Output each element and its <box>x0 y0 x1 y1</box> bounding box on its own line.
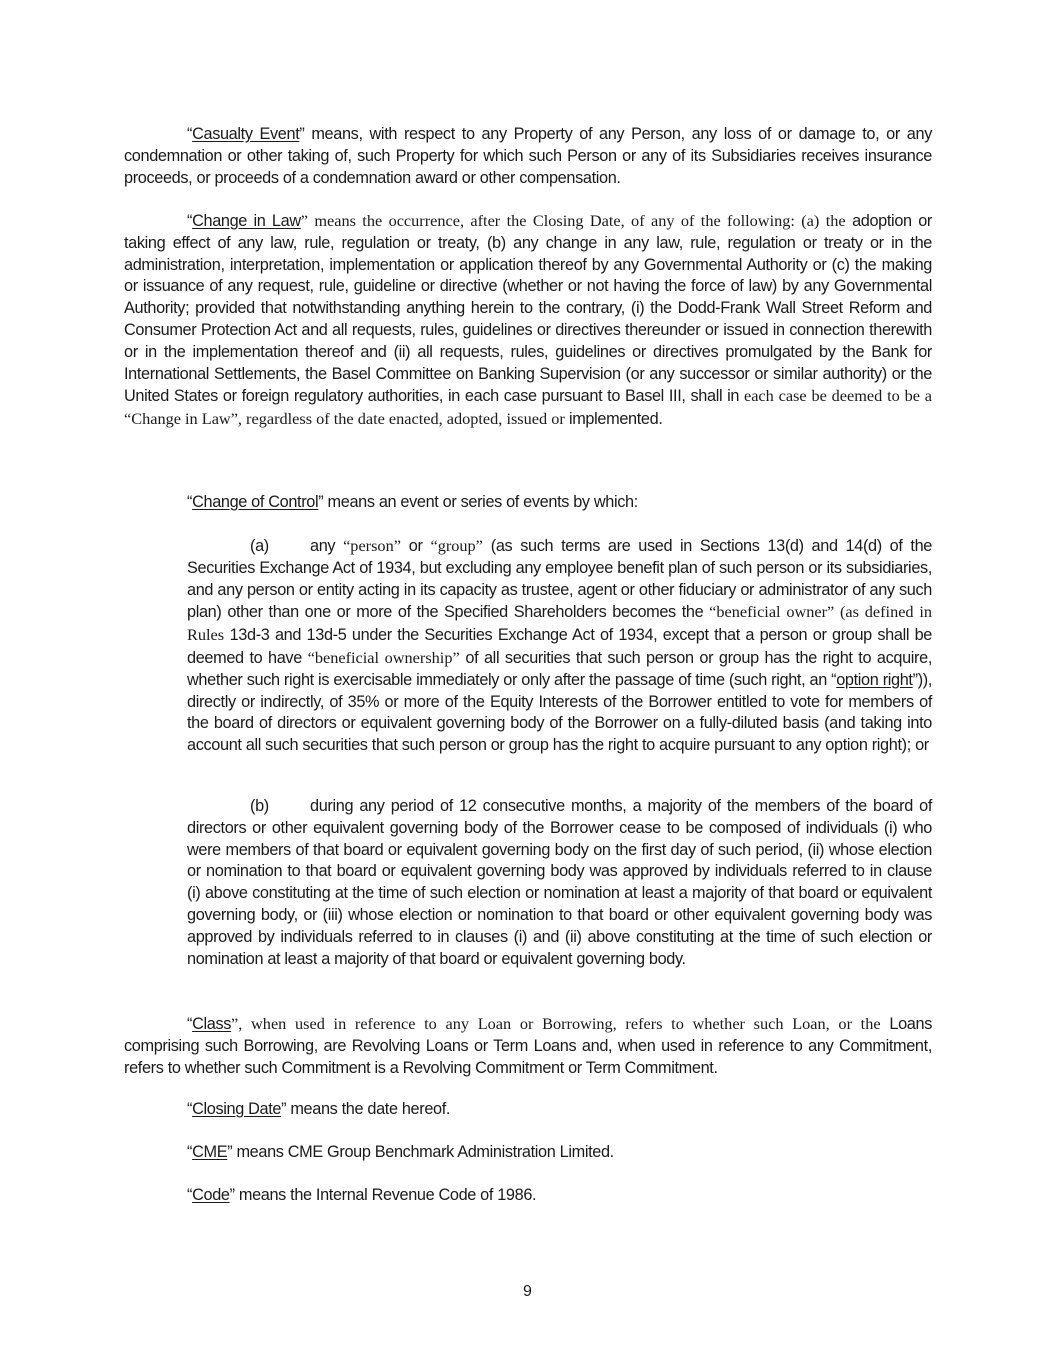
definition-text: each case be deemed to be a “Change in Law”, regardless of the date enacted, adopted, issued or <box>124 386 932 429</box>
clause-text: “beneficial ownership” <box>307 647 460 667</box>
clause-text: any <box>310 537 344 555</box>
open-quote: “ <box>187 1015 193 1033</box>
defined-term: Closing Date <box>192 1100 282 1118</box>
clause-text: “group” <box>430 536 483 555</box>
definition-text: ” means CME Group Benchmark Administration Limited. <box>227 1143 614 1161</box>
definition-class <box>124 1013 932 1079</box>
definition-code <box>124 1185 932 1207</box>
open-quote: “ <box>187 1186 193 1204</box>
definition-text: adoption or taking effect of any law, rule, regulation or treaty, (b) any change in any law, rule, regulation or treaty or in the administration, interpretation, implementation or application thereof by any Governmental Authority or (c) the making or issuance of any request, rule, guideline or directive (whether or not having the force of law) by any Governmental Authority; provided that notwithstanding anything herein to the contrary, (i) the Dodd-Frank Wall Street Reform and Consumer Protection Act and all requests, rules, guidelines or directives thereunder or issued in connection therewith or in the implementation thereof and (ii) all requests, rules, guidelines or directives promulgated by the Bank for International Settlements, the Basel Committee on Banking Supervision (or any successor or similar authority) or the United States or foreign regulatory authorities, in each case pursuant to Basel III, shall in <box>124 212 932 406</box>
page-number: 9 <box>523 1283 532 1300</box>
defined-term: option right <box>836 670 913 689</box>
defined-term: Change in Law <box>192 212 301 230</box>
definition-cme <box>124 1142 932 1164</box>
definition-text: ” means the Internal Revenue Code of 1986. <box>229 1186 537 1204</box>
clause-text: during any period of 12 consecutive months, a majority of the members of the board of directors or other equivalent governing body of the Borrower cease to be composed of individuals (i) who were members of that board or equivalent governing body on the first day of such period, (ii) whose election or nomination to that board or equivalent governing body was approved by individuals referred to in clause (i) above constituting at the time of such election or nomination at least a majority of that board or equivalent governing body, or (iii) whose election or nomination to that board or other equivalent governing body was approved by individuals referred to in clauses (i) and (ii) above constituting at the time of such election or nomination at least a majority of that board or equivalent governing body. <box>187 797 932 968</box>
defined-term: Change of Control <box>192 493 319 511</box>
definition-text: ” means, with respect to any Property of any Person, any loss of or damage to, or any condemnation or other taking of, such Property for which such Person or any of its Subsidiaries receives insurance proceeds, or proceeds of a condemnation award or other compensation. <box>124 125 932 187</box>
definition-change-in-law <box>124 210 932 431</box>
clause-text: “beneficial owner” (as defined in Rules <box>187 602 932 645</box>
definition-text: ”, when used in reference to any Loan or Borrowing, refers to whether such Loan, or the <box>231 1014 881 1033</box>
defined-term: Casualty Event <box>192 125 300 143</box>
open-quote: “ <box>187 125 193 143</box>
clause-text: or <box>400 537 431 555</box>
clause-text: ”)), directly or indirectly, of 35% or more of the Equity Interests of the Borrower entitled to vote for members of the board of directors or equivalent governing body of the Borrower on a fully-diluted basis (and taking into account all such securities that such person or group has the right to acquire pursuant to any option right); or <box>187 670 933 755</box>
clause-label: (b) <box>250 797 269 815</box>
defined-term: Code <box>192 1186 230 1204</box>
open-quote: “ <box>187 212 193 230</box>
clause-a <box>187 535 932 757</box>
definition-text: implemented. <box>564 410 663 429</box>
defined-term: Class <box>192 1015 232 1033</box>
definition-change-of-control <box>124 492 932 514</box>
clause-text: 13d-3 and 13d-5 under the Securities Exchange Act of 1934, except that a person or group shall be deemed to have <box>187 626 932 667</box>
definition-text: ” means an event or series of events by which: <box>318 493 638 511</box>
definition-text: Loans comprising such Borrowing, are Revolving Loans or Term Loans and, when used in reference to any Commitment, refers to whether such Commitment is a Revolving Commitment or Term Commitment. <box>124 1015 932 1077</box>
definition-closing-date <box>124 1099 932 1121</box>
open-quote: “ <box>187 1100 193 1118</box>
open-quote: “ <box>187 1143 193 1161</box>
clause-b <box>187 796 932 970</box>
definition-text: ” means the occurrence, after the Closing Date, of any of the following: (a) the <box>300 211 846 230</box>
definition-text: ” means the date hereof. <box>281 1100 451 1118</box>
clause-text: “person” <box>343 536 401 555</box>
clause-label: (a) <box>250 537 269 555</box>
clause-text: of all securities that such person or group has the right to acquire, whether such right is exercisable immediately or only after the passage of time (such right, an “ <box>187 648 932 689</box>
open-quote: “ <box>187 493 193 511</box>
definition-casualty-event <box>124 124 932 189</box>
defined-term: CME <box>192 1143 228 1161</box>
clause-text: (as such terms are used in Sections 13(d) and 14(d) of the Securities Exchange Act of 1934, but excluding any employee benefit plan of such person or its subsidiaries, and any person or entity acting in its capacity as trustee, agent or other fiduciary or administrator of any such plan) other than one or more of the Specified Shareholders becomes the <box>187 537 932 622</box>
